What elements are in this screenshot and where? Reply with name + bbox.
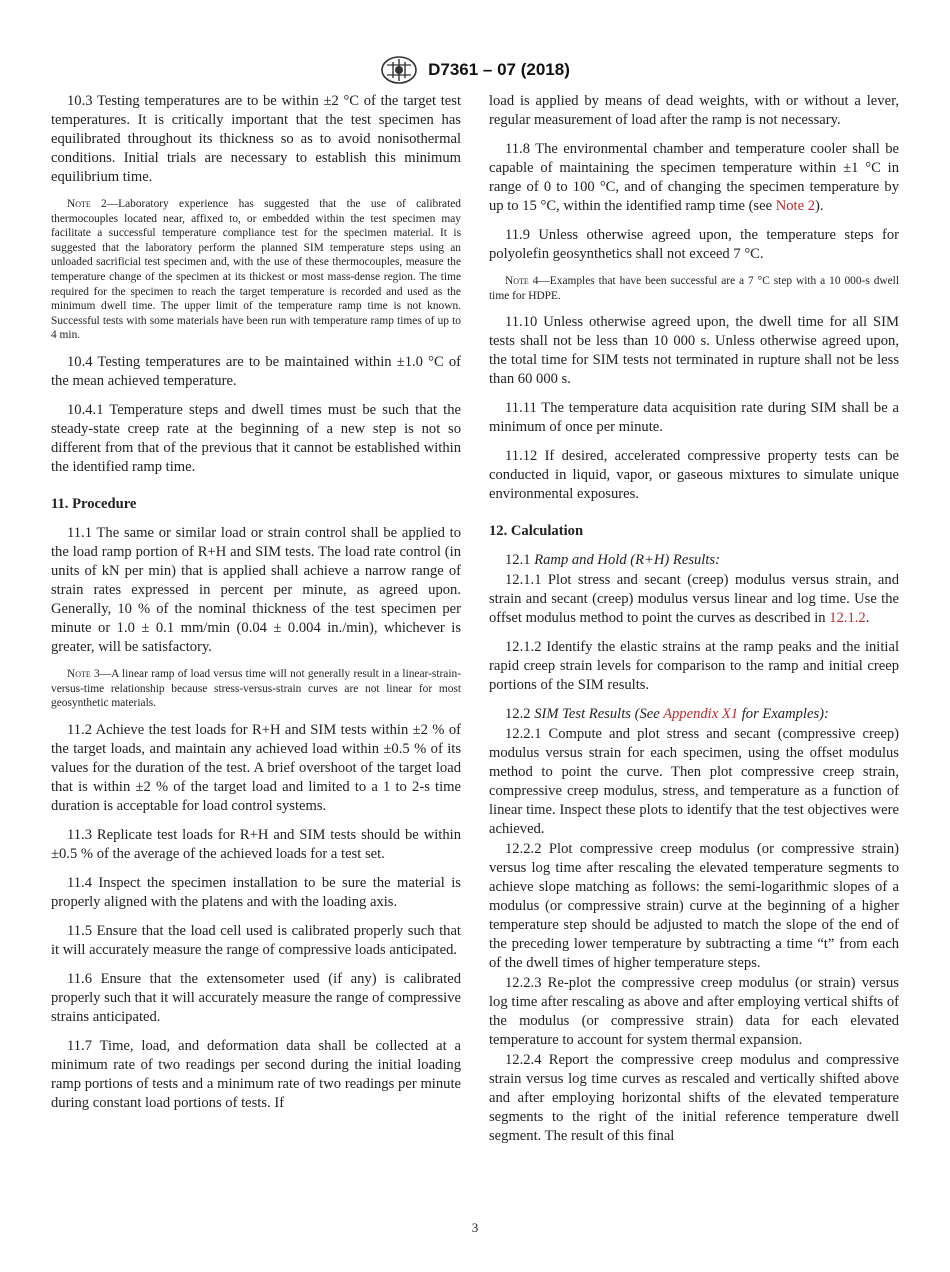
note-3-label: Note 3 xyxy=(67,667,100,680)
note-4 xyxy=(489,274,899,303)
section-11-10: 11.10 Unless otherwise agreed upon, the dwell time for all SIM tests shall not be less than 10 000 s. Unless otherwise agreed upon, the total time for SIM tests not terminated in rupture shall not be less than 60 000 s. xyxy=(489,314,899,388)
section-11-9: 11.9 Unless otherwise agreed upon, the temperature steps for polyolefin geosynthetics shall not exceed 7 °C. xyxy=(489,227,899,262)
page-number: 3 xyxy=(471,1220,479,1235)
section-11-5: 11.5 Ensure that the load cell used is calibrated properly such that it will accurately measure the range of compressive loads anticipated. xyxy=(51,922,461,958)
section-11-1: 11.1 The same or similar load or strain control shall be applied to the load ramp portion of R+H and SIM tests. The load rate control (in units of kN per min) that is applied shall achieve a narrow range of strain rates expressed in percent per minute, as agreed upon. Generally, 10 % of the nominal thickness of the test specimen per minute or 1.0 ± 0.1 mm/min (0.04 ± 0.004 in./min), whichever is greater, will be satisfactory. xyxy=(51,524,461,655)
note-2-text: —Laboratory experience has suggested that the use of calibrated thermocouples located near, affixed to, or embedded within the test specimen may facilitate a successful temperature compliance test for the specimen material. It is suggested that the laboratory perform the planned SIM temperature steps using an unloaded sacrificial test specimen and, with the use of these thermocouples, measure the temperature change of the specimen at its thickest or most mass-dense region. The time required for the specimen to reach the target temperature is recorded and used as the minimum dwell time. The upper limit of the temperature ramp time is not known. Successful tests with some materials have been run with temperature ramp times of up to 4 min. xyxy=(51,198,461,342)
heading-calculation: 12. Calculation xyxy=(489,523,584,540)
section-11-11: 11.11 The temperature data acquisition rate during SIM shall be a minimum of once per minute. xyxy=(489,400,899,436)
section-12-1-1-text: 12.1.1 Plot stress and secant (creep) modulus versus strain, and strain and secant (creep) modulus versus linear and log time. Use the offset modulus method to point the curves as described in xyxy=(489,572,899,627)
right-column xyxy=(489,92,899,1147)
section-12-1-2-link[interactable]: 12.1.2 xyxy=(829,610,866,627)
note-3 xyxy=(51,667,461,711)
appendix-x1-link[interactable]: Appendix X1 xyxy=(663,706,739,723)
section-11-2: 11.2 Achieve the test loads for R+H and SIM tests within ±2 % of the target loads, and maintain any achieved load within ±0.5 % of its values for the duration of the test. A brief overshoot of the target load that is within ±2 % of the target load and limited to a 1 to 2-s time duration is acceptable for load control systems. xyxy=(51,721,461,814)
section-12-2-title-start: SIM Test Results (See xyxy=(534,706,664,723)
section-11-12: 11.12 If desired, accelerated compressive property tests can be conducted in liquid, vapor, or gaseous mixtures to simulate unique environmental exposures. xyxy=(489,448,899,503)
section-12-2-2: 12.2.2 Plot compressive creep modulus (or compressive strain) versus log time after rescaling the elevated temperature segments to achieve slope matching as follows: the semi-logarithmic slopes of a modulus (or compressive strain) curve at the beginning of a higher temperature step should be adjusted to match the slope of the end of the preceding lower temperature by subtracting a time “t” from each of the dwell times of higher temperature steps. xyxy=(489,841,899,972)
section-12-2 xyxy=(489,705,899,724)
section-11-3: 11.3 Replicate test loads for R+H and SIM tests should be within ±0.5 % of the average of the achieved loads for a test set. xyxy=(51,826,461,862)
section-11-7: 11.7 Time, load, and deformation data shall be collected at a minimum rate of two readings per second during the initial loading ramp portions of tests and a minimum rate of two readings per minute during constant load portions of tests. If xyxy=(51,1037,461,1111)
section-10-4: 10.4 Testing temperatures are to be maintained within ±1.0 °C of the mean achieved temperature. xyxy=(51,353,461,389)
note-2-label: Note 2 xyxy=(67,198,107,210)
section-11-4: 11.4 Inspect the specimen installation to be sure the material is properly aligned with the platens and with the loading axis. xyxy=(51,874,461,910)
section-12-2-title-end: for Examples): xyxy=(738,706,829,723)
section-12-2-number: 12.2 xyxy=(505,706,535,723)
section-12-2-1: 12.2.1 Compute and plot stress and secant (compressive creep) modulus versus strain for each specimen, using the offset modulus method to point the curve. Then plot compressive creep strain, compressive creep modulus, stress, and temperature as a function of linear time. Inspect these plots to identify that the test objectives were achieved. xyxy=(489,726,899,838)
note-4-label: Note 4 xyxy=(505,275,539,287)
section-12-1-1-end: . xyxy=(865,610,870,627)
section-11-8 xyxy=(489,140,899,216)
section-11-6: 11.6 Ensure that the extensometer used (if any) is calibrated properly such that it will accurately measure the range of compressive strains anticipated. xyxy=(51,970,461,1025)
section-11-7-continued: load is applied by means of dead weights, with or without a lever, regular measurement of load after the ramp is not necessary. xyxy=(489,93,899,128)
section-12-2-title xyxy=(534,706,829,722)
heading-procedure: 11. Procedure xyxy=(51,495,137,512)
standard-designation: D7361 – 07 (2018) xyxy=(428,60,570,79)
note-4-text: —Examples that have been successful are a 7 °C step with a 10 000-s dwell time for HDPE. xyxy=(489,275,900,302)
section-10-4-1: 10.4.1 Temperature steps and dwell times must be such that the steady-state creep rate at the beginning of a new step is not so different from that of the previous that it cannot be established within the identified ramp time. xyxy=(51,401,461,475)
section-11-8-end: ). xyxy=(815,198,824,214)
note-2 xyxy=(51,197,461,343)
section-12-1-number: 12.1 xyxy=(505,552,535,569)
section-12-1-1 xyxy=(489,571,899,628)
left-column xyxy=(51,92,461,1123)
section-12-2-3: 12.2.3 Re-plot the compressive creep modulus (or strain) versus log time after rescaling as above and after employing vertical shifts of the modulus (or compressive strain) data for each elevated temperature to account for system thermal expansion. xyxy=(489,975,899,1049)
astm-logo-icon xyxy=(380,55,418,85)
note-2-link[interactable]: Note 2 xyxy=(775,198,816,214)
section-12-2-4: 12.2.4 Report the compressive creep modulus and compressive strain versus log time curves as rescaled and vertically shifted above and after employing horizontal shifts of the elevated temperature segments to the right of the initial reference temperature dwell segment. The result of this final xyxy=(489,1052,899,1145)
page-header xyxy=(0,55,950,85)
note-3-text: —A linear ramp of load versus time will not generally result in a linear-strain-versus-time relationship because stress-versus-strain curves are not linear for most geosynthetic materials. xyxy=(51,667,461,710)
section-12-1-title: Ramp and Hold (R+H) Results: xyxy=(534,552,720,569)
section-11-8-text: 11.8 The environmental chamber and temperature cooler shall be capable of maintaining the specimen temperature within ±1 °C in range of 0 to 100 °C, and of changing the specimen temperature by up to 15 °C, within the identified ramp time (see xyxy=(489,141,899,214)
section-12-1-2: 12.1.2 Identify the elastic strains at the ramp peaks and the initial rapid creep strain levels for comparison to the ramp and initial creep portions of the SIM results. xyxy=(489,639,899,694)
section-10-3: 10.3 Testing temperatures are to be within ±2 °C of the target test temperatures. It is critically important that the test specimen has equilibrated throughout its thickness so as to avoid nonisothermal conditions. Initial trials are necessary to establish this minimum equilibrium time. xyxy=(51,93,461,185)
section-12-1 xyxy=(489,551,899,570)
